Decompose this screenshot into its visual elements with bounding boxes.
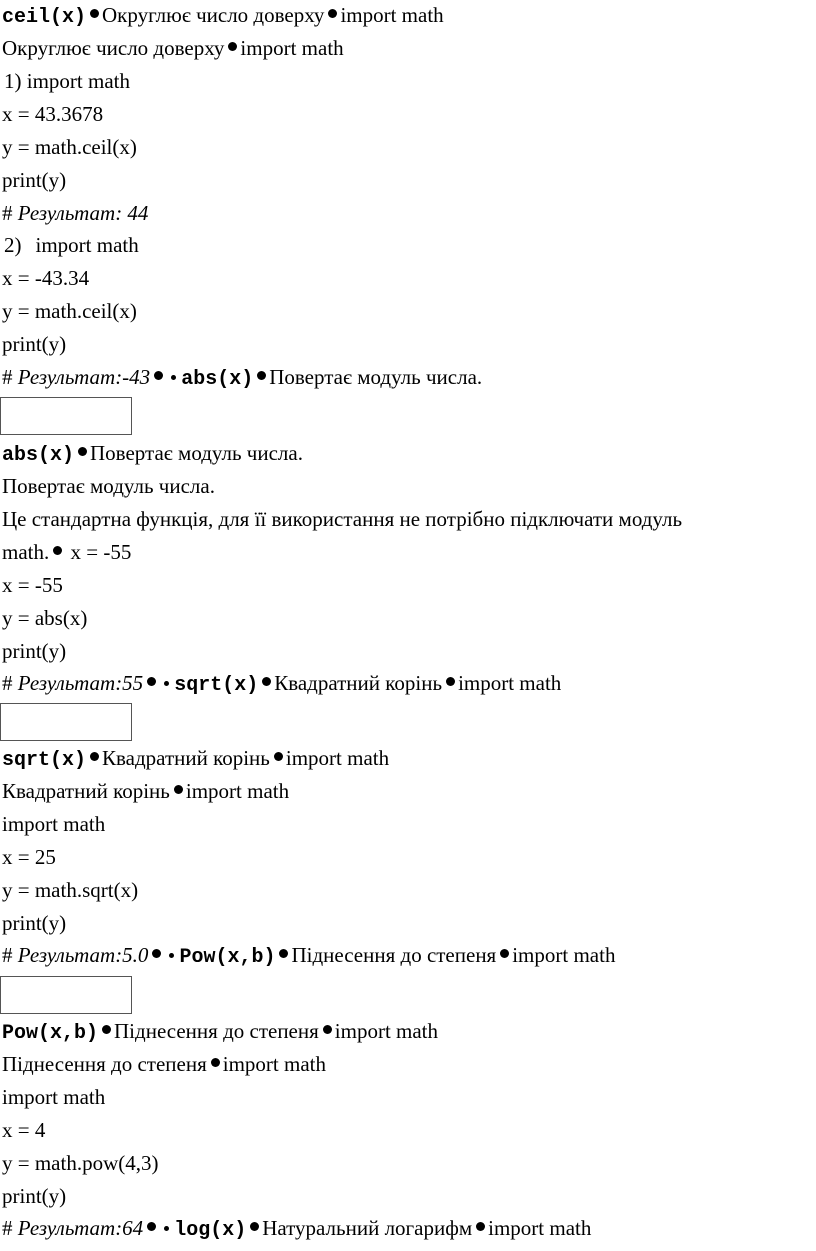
result-comment-line	[2, 198, 148, 228]
empty-box	[0, 976, 132, 1014]
example-number: 1)	[4, 69, 22, 93]
bullet-dot-icon	[90, 9, 99, 18]
code-line: import math	[26, 69, 130, 93]
code-line: print(y)	[2, 1184, 67, 1208]
sqrt-description-line	[2, 776, 289, 806]
abs-note-end: math.	[2, 540, 50, 564]
ceil-description-line	[2, 33, 344, 63]
ceil-example2-import-line	[2, 230, 139, 260]
code-line: y = math.sqrt(x)	[2, 878, 139, 902]
ceil-description: Округлює число доверху	[102, 3, 325, 27]
bullet-dot-icon	[257, 371, 266, 380]
ceil-header-line	[2, 0, 444, 30]
result-comment-line	[2, 940, 615, 970]
code-line: print(y)	[2, 332, 67, 356]
ceil-import-repeat: import math	[240, 36, 344, 60]
sqrt-import: import math	[285, 746, 390, 770]
bullet-dot-icon	[174, 785, 183, 794]
sqrt-header-line	[2, 743, 389, 773]
bullet-dot-icon	[279, 949, 288, 958]
pow-function-name: Pow(x,b)	[179, 946, 276, 969]
pow-description-line	[2, 1049, 326, 1079]
pow-description: Піднесення до степеня	[114, 1019, 319, 1043]
small-bullet-icon	[164, 681, 169, 686]
ceil-example1-import-line	[2, 66, 130, 96]
pow-description-import: import math	[222, 1052, 327, 1076]
comment-hash: #	[2, 943, 13, 967]
bullet-dot-icon	[53, 546, 62, 555]
sqrt-description-plain: Квадратний корінь	[2, 779, 170, 803]
code-line: x = 25	[2, 845, 56, 869]
bullet-dot-icon	[500, 949, 509, 958]
bullet-dot-icon	[102, 1025, 111, 1034]
bullet-dot-icon	[262, 677, 271, 686]
log-function-name: log(x)	[174, 1219, 247, 1242]
bullet-dot-icon	[152, 949, 161, 958]
code-line: y = math.ceil(x)	[2, 135, 137, 159]
result-comment-line	[2, 668, 561, 698]
result-text: Результат: 44	[17, 201, 149, 225]
code-line: y = abs(x)	[2, 606, 88, 630]
comment-hash: #	[2, 671, 13, 695]
comment-hash: #	[2, 1216, 13, 1240]
bullet-dot-icon	[147, 677, 156, 686]
result-text: Результат:5.0	[17, 943, 149, 967]
bullet-dot-icon	[328, 9, 337, 18]
abs-note-line: Це стандартна функція, для її використання не потрібно підключати модуль	[2, 507, 683, 531]
code-line: x = -55	[2, 573, 63, 597]
bullet-dot-icon	[228, 42, 237, 51]
code-line: print(y)	[2, 168, 67, 192]
code-line: import math	[35, 233, 139, 257]
log-description: Натуральний логарифм	[262, 1216, 473, 1240]
ceil-import: import math	[340, 3, 444, 27]
ceil-function-name: ceil(x)	[2, 6, 87, 29]
example-number: 2)	[4, 233, 22, 257]
pow-function-name: Pow(x,b)	[2, 1022, 99, 1045]
bullet-dot-icon	[323, 1025, 332, 1034]
result-text: Результат:-43	[17, 365, 151, 389]
comment-hash: #	[2, 365, 13, 389]
pow-description: Піднесення до степеня	[291, 943, 497, 967]
empty-box	[0, 397, 132, 435]
sqrt-description-import: import math	[185, 779, 290, 803]
ceil-description-repeat: Округлює число доверху	[2, 36, 225, 60]
pow-description-plain: Піднесення до степеня	[2, 1052, 207, 1076]
pow-import: import math	[334, 1019, 439, 1043]
abs-header-line	[2, 438, 303, 468]
pow-import: import math	[512, 943, 616, 967]
small-bullet-icon	[164, 1226, 169, 1231]
bullet-dot-icon	[90, 752, 99, 761]
code-line: x = 43.3678	[2, 102, 104, 126]
code-line: y = math.ceil(x)	[2, 299, 137, 323]
code-line: x = 4	[2, 1118, 46, 1142]
code-line: y = math.pow(4,3)	[2, 1151, 159, 1175]
bullet-dot-icon	[211, 1058, 220, 1067]
bullet-dot-icon	[476, 1222, 485, 1231]
abs-description: Повертає модуль числа.	[90, 441, 303, 465]
abs-description: Повертає модуль числа.	[269, 365, 483, 389]
bullet-dot-icon	[274, 752, 283, 761]
sqrt-function-name: sqrt(x)	[2, 749, 87, 772]
bullet-dot-icon	[154, 371, 163, 380]
sqrt-import: import math	[458, 671, 562, 695]
small-bullet-icon	[169, 953, 174, 958]
log-import: import math	[488, 1216, 592, 1240]
comment-hash: #	[2, 201, 13, 225]
bullet-dot-icon	[446, 677, 455, 686]
bullet-dot-icon	[250, 1222, 259, 1231]
abs-function-name: abs(x)	[181, 368, 254, 391]
bullet-dot-icon	[147, 1222, 156, 1231]
result-comment-line	[2, 1213, 591, 1243]
sqrt-description: Квадратний корінь	[274, 671, 443, 695]
abs-note-end-line	[2, 537, 131, 567]
result-text: Результат:55	[17, 671, 144, 695]
code-line: import math	[2, 812, 106, 836]
code-line: x = -55	[70, 540, 132, 564]
code-line: x = -43.34	[2, 266, 90, 290]
abs-function-name: abs(x)	[2, 444, 75, 467]
sqrt-description: Квадратний корінь	[102, 746, 270, 770]
abs-description-line: Повертає модуль числа.	[2, 474, 215, 498]
code-line: print(y)	[2, 639, 67, 663]
result-text: Результат:64	[17, 1216, 144, 1240]
code-line: print(y)	[2, 911, 67, 935]
pow-header-line	[2, 1016, 438, 1046]
empty-box	[0, 703, 132, 741]
bullet-dot-icon	[78, 447, 87, 456]
code-line: import math	[2, 1085, 106, 1109]
small-bullet-icon	[171, 375, 176, 380]
result-comment-line	[2, 362, 482, 392]
sqrt-function-name: sqrt(x)	[174, 674, 259, 697]
